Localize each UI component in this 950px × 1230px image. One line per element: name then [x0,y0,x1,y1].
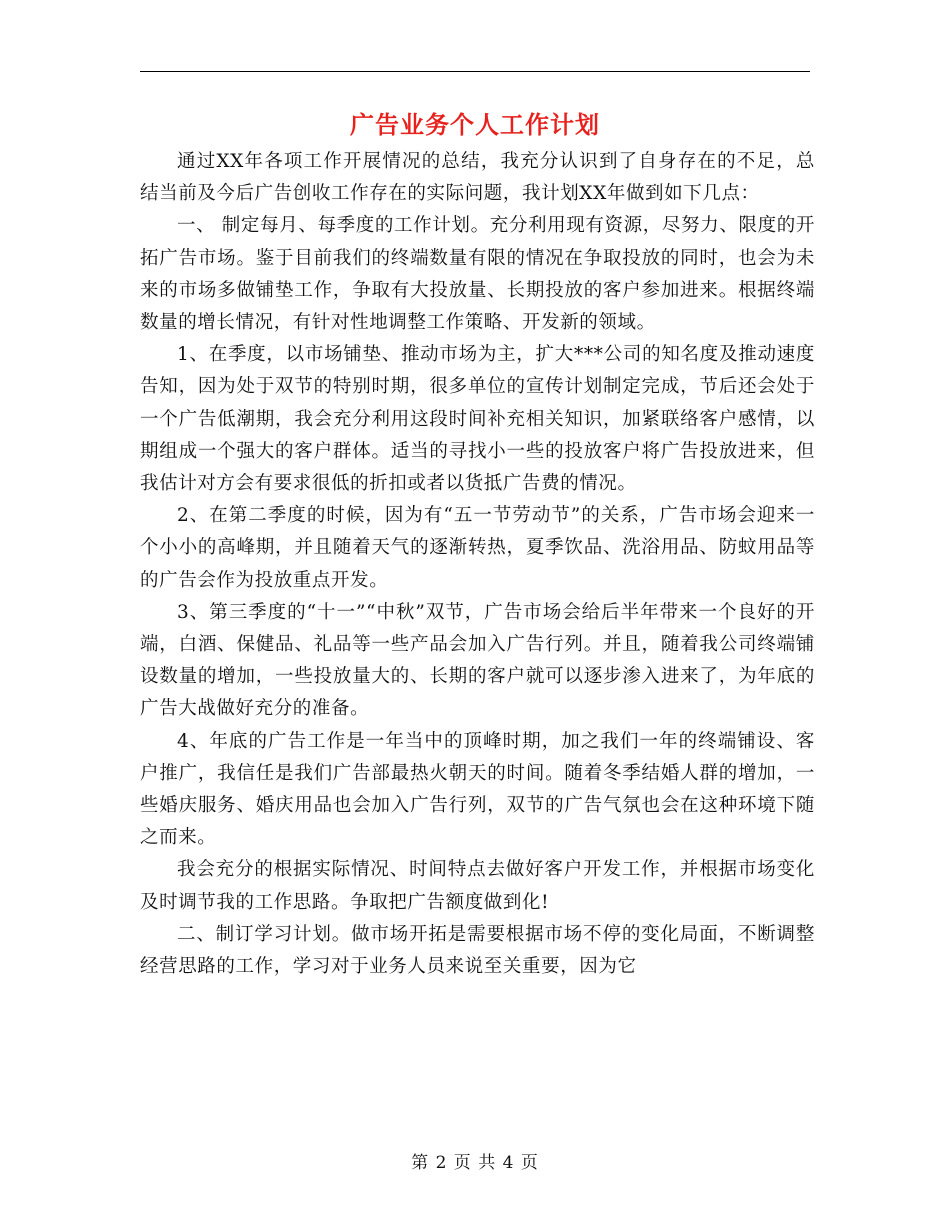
paragraph-summary: 我会充分的根据实际情况、时间特点去做好客户开发工作，并根据市场变化及时调节我的工作思路。争取把广告额度做到化! [140,859,815,913]
document-body [140,146,815,983]
paragraph-q2: 2、在第二季度的时候，因为有“五一节劳动节”的关系，广告市场会迎来一个小小的高峰期，并且随着天气的逐渐转热，夏季饮品、洗浴用品、防蚊用品等的广告会作为投放重点开发。 [140,505,815,591]
paragraph-intro: 通过XX年各项工作开展情况的总结，我充分认识到了自身存在的不足，总结当前及今后广告创收工作存在的实际问题，我计划XX年做到如下几点： [140,151,815,205]
header-rule [140,71,810,72]
paragraph-section-one: 一、 制定每月、每季度的工作计划。充分利用现有资源，尽努力、限度的开拓广告市场。鉴于目前我们的终端数量有限的情况在争取投放的同时，也会为未来的市场多做铺垫工作，争取有大投放量、长期投放的客户参加进来。根据终端数量的增长情况，有针对性地调整工作策略、开发新的领域。 [140,215,815,334]
paragraph-q4: 4、年底的广告工作是一年当中的顶峰时期，加之我们一年的终端铺设、客户推广，我信任是我们广告部最热火朝天的时间。随着冬季结婚人群的增加，一些婚庆服务、婚庆用品也会加入广告行列，双节的广告气氛也会在这种环境下随之而来。 [140,730,815,849]
paragraph-section-two: 二、制订学习计划。做市场开拓是需要根据市场不停的变化局面，不断调整经营思路的工作，学习对于业务人员来说至关重要，因为它 [140,923,815,978]
paragraph-q1: 1、在季度，以市场铺垫、推动市场为主，扩大***公司的知名度及推动速度告知，因为处于双节的特别时期，很多单位的宣传计划制定完成，节后还会处于一个广告低潮期，我会充分利用这段时间补充相关知识，加紧联络客户感情，以期组成一个强大的客户群体。适当的寻找小一些的投放客户将广告投放进来，但我估计对方会有要求很低的折扣或者以货抵广告费的情况。 [140,344,815,495]
document-title: 广告业务个人工作计划 [350,110,600,139]
paragraph-q3: 3、第三季度的“十一”“中秋”双节，广告市场会给后半年带来一个良好的开端，白酒、保健品、礼品等一些产品会加入广告行列。并且，随着我公司终端铺设数量的增加，一些投放量大的、长期的客户就可以逐步渗入进来了，为年底的广告大战做好充分的准备。 [140,601,815,720]
page-number-footer: 第 2 页 共 4 页 [411,1153,539,1173]
